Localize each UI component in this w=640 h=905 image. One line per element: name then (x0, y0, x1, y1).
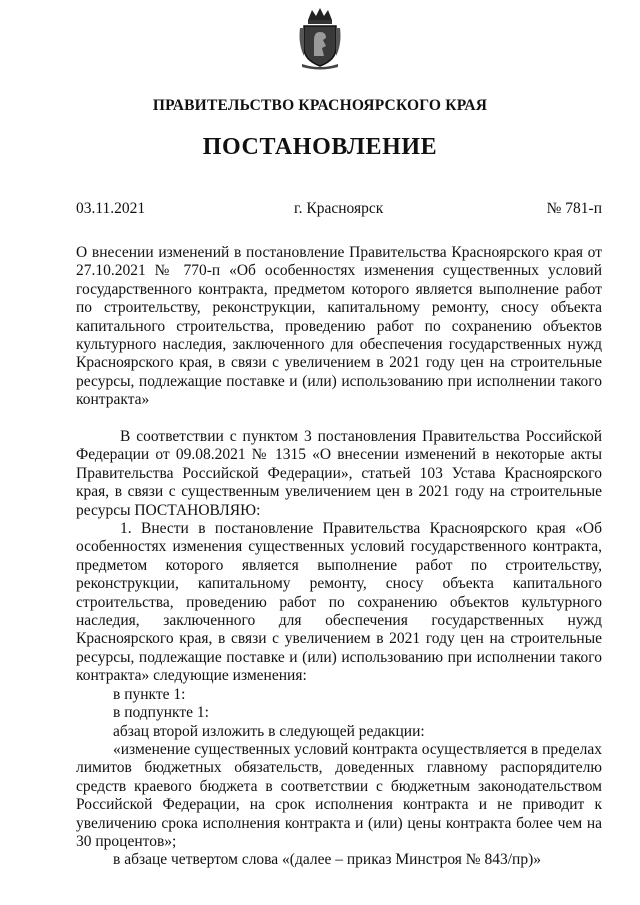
government-title: ПРАВИТЕЛЬСТВО КРАСНОЯРСКОГО КРАЯ (152, 97, 488, 114)
quoted-amendment-paragraph: «изменение существенных условий контракта осуществляется в пределах лимитов бюджетных обязательств, доведенных главному распорядителю средств краевого бюджета в соответствии с бюджетным законодательством Российской Федерации, на срок исполнения контракта и не приводит к увеличению срока исполнения контракта и (или) цены контракта более чем на 30 процентов»; (76, 740, 602, 850)
subpoint-1-paragraph: в подпункте 1: (113, 704, 209, 722)
document-body (76, 428, 602, 870)
preamble-paragraph: В соответствии с пунктом 3 постановления Правительства Российской Федерации от 09.08.2021 № 1315 «О внесении изменений в некоторые акты Правительства Российской Федерации», статьей 103 Устава Красноярского края, в связи с существенным увеличением цен в 2021 году на строительные ресурсы ПОСТАНОВЛЯЮ: (76, 428, 602, 519)
item-1-paragraph: 1. Внести в постановление Правительства Красноярского края «Об особенностях изменения существенных условий государственного контракта, предметом которого является выполнение работ по строительству, реконструкции, капитальному ремонту, сносу объекта капитального строительства, проведению работ по сохранению объектов культурного наследия, заключенного для обеспечения государственных нужд Красноярского края, в связи с увеличением в 2021 году цен на строительные ресурсы, подлежащие поставке и (или) использованию при исполнении такого контракта» следующие изменения: (76, 520, 602, 685)
document-subject: О внесении изменений в постановление Правительства Красноярского края от 27.10.2021 № 770-п «Об особенностях изменения существенных условий государственного контракта, предметом которого является выполнение работ по строительству, реконструкции, капитальному ремонту, сносу объекта капитального строительства, проведению работ по сохранению объектов культурного наследия, заключенного для обеспечения государственных нужд Красноярского края, в связи с увеличением в 2021 году цен на строительные ресурсы, подлежащие поставке и (или) использованию при исполнении такого контракта» (76, 244, 602, 409)
document-meta-row (76, 200, 602, 218)
document-date: 03.11.2021 (76, 200, 146, 217)
paragraph-four-instruction: в абзаце четвертом слова «(далее – приказ Минстроя № 843/пр)» (113, 851, 541, 869)
document-type-heading: ПОСТАНОВЛЕНИЕ (202, 134, 438, 160)
document-city: г. Красноярск (294, 200, 384, 217)
krasnoyarsk-coat-of-arms-icon (298, 6, 342, 70)
point-1-paragraph: в пункте 1: (113, 685, 186, 703)
paragraph-two-instruction: абзац второй изложить в следующей редакции: (113, 722, 425, 740)
document-number: № 781-п (546, 200, 602, 217)
